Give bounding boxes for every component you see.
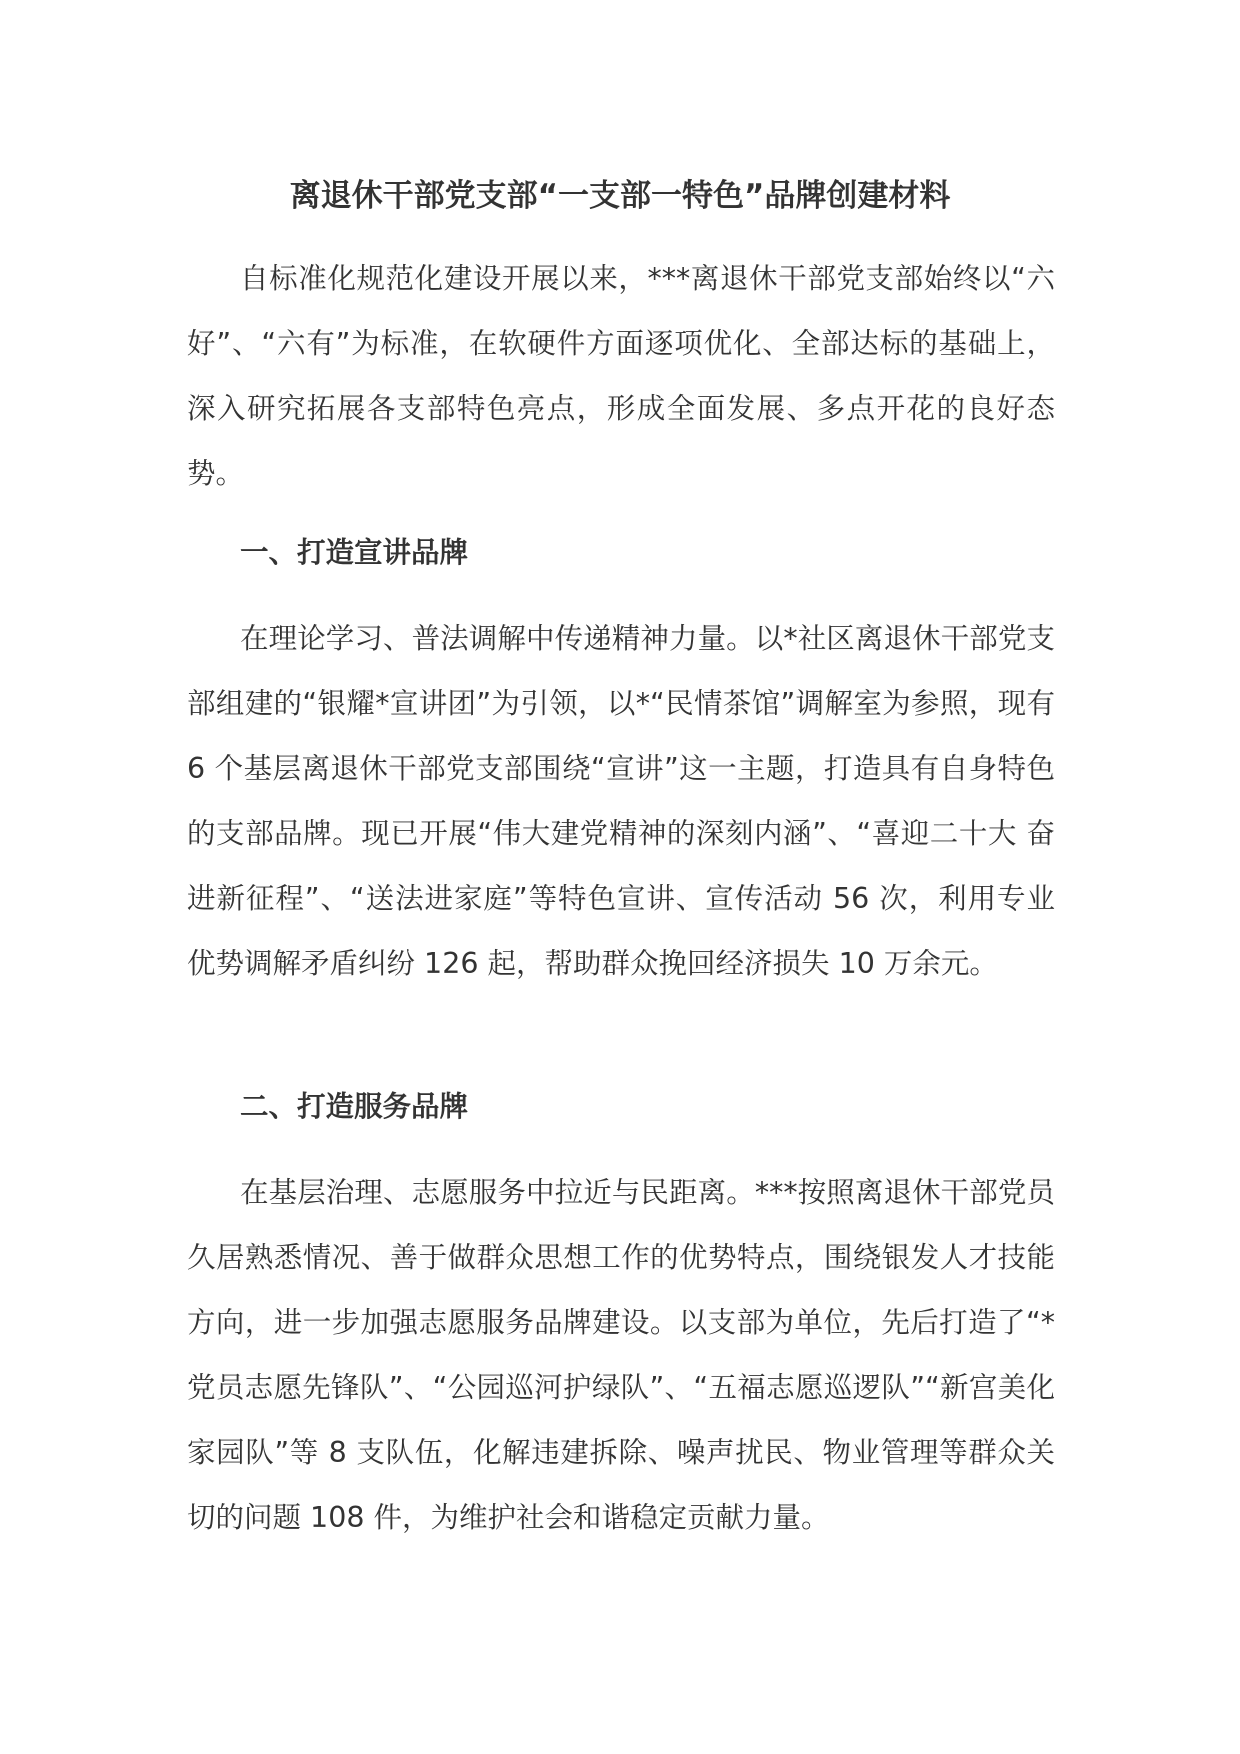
section-body-propaganda: 在理论学习、普法调解中传递精神力量。以*社区离退休干部党支部组建的“银耀*宣讲团”为引领，以*“民情茶馆”调解室为参照，现有 6 个基层离退休干部党支部围绕“宣讲”这一主题，打造具有自身特色的支部品牌。现已开展“伟大建党精神的深刻内涵”、“喜迎二十大 奋进新征程”、“送法进家庭”等特色宣讲、宣传活动 56 次，利用专业优势调解矛盾纠纷 126 起，帮助群众挽回经济损失 10 万余元。	[187, 622, 1055, 980]
document-title: 离退休干部党支部“一支部一特色”品牌创建材料	[289, 178, 951, 214]
intro-paragraph: 自标准化规范化建设开展以来，***离退休干部党支部始终以“六好”、“六有”为标准，在软硬件方面逐项优化、全部达标的基础上，深入研究拓展各支部特色亮点，形成全面发展、多点开花的良好态势。	[187, 262, 1055, 490]
section-body-service: 在基层治理、志愿服务中拉近与民距离。***按照离退休干部党员久居熟悉情况、善于做群众思想工作的优势特点，围绕银发人才技能方向，进一步加强志愿服务品牌建设。以支部为单位，先后打造了“*党员志愿先锋队”、“公园巡河护绿队”、“五福志愿巡逻队”“新宫美化家园队”等 8 支队伍，化解违建拆除、噪声扰民、物业管理等群众关切的问题 108 件，为维护社会和谐稳定贡献力量。	[187, 1176, 1055, 1534]
section-heading-propaganda: 一、打造宣讲品牌	[240, 536, 469, 569]
section-heading-service: 二、打造服务品牌	[240, 1090, 469, 1123]
